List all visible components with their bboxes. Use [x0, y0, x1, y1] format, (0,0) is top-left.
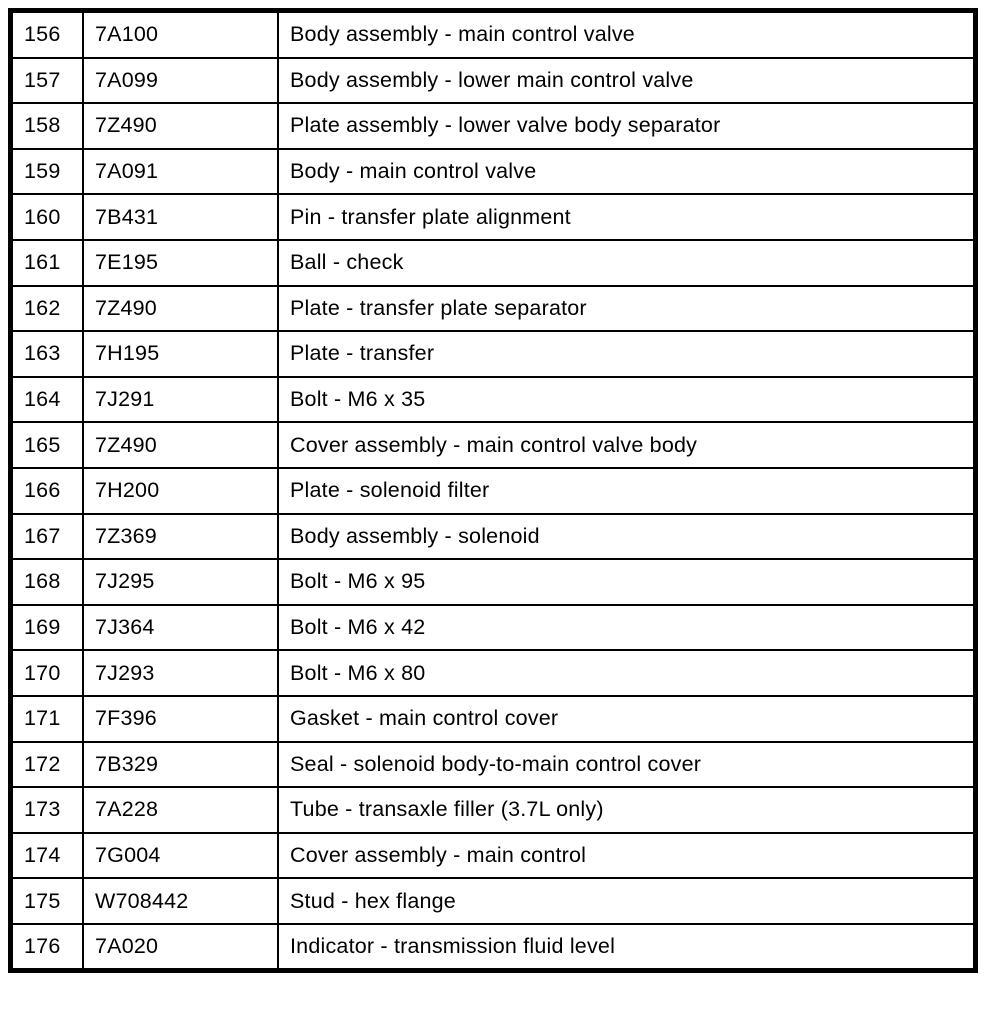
item-number-cell: 174 — [11, 833, 84, 879]
table-row — [11, 787, 976, 833]
table-row — [11, 286, 976, 332]
part-number-cell: 7H200 — [83, 468, 278, 514]
table-row — [11, 149, 976, 195]
description-cell: Seal - solenoid body-to-main control cover — [278, 742, 976, 788]
item-number-cell: 170 — [11, 650, 84, 696]
table-row — [11, 58, 976, 104]
table-row — [11, 605, 976, 651]
description-cell: Indicator - transmission fluid level — [278, 924, 976, 971]
item-number-cell: 158 — [11, 103, 84, 149]
part-number-cell: 7F396 — [83, 696, 278, 742]
table-row — [11, 559, 976, 605]
table-row — [11, 650, 976, 696]
part-number-cell: 7A228 — [83, 787, 278, 833]
description-cell: Gasket - main control cover — [278, 696, 976, 742]
part-number-cell: 7J364 — [83, 605, 278, 651]
table-row — [11, 377, 976, 423]
part-number-cell: 7B329 — [83, 742, 278, 788]
part-number-cell: 7B431 — [83, 194, 278, 240]
table-row — [11, 11, 976, 58]
description-cell: Cover assembly - main control valve body — [278, 422, 976, 468]
item-number-cell: 171 — [11, 696, 84, 742]
item-number-cell: 173 — [11, 787, 84, 833]
table-row — [11, 924, 976, 971]
part-number-cell: 7Z490 — [83, 103, 278, 149]
item-number-cell: 176 — [11, 924, 84, 971]
item-number-cell: 157 — [11, 58, 84, 104]
description-cell: Body assembly - solenoid — [278, 514, 976, 560]
part-number-cell: 7A091 — [83, 149, 278, 195]
item-number-cell: 162 — [11, 286, 84, 332]
table-row — [11, 696, 976, 742]
table-row — [11, 833, 976, 879]
item-number-cell: 169 — [11, 605, 84, 651]
table-row — [11, 103, 976, 149]
description-cell: Stud - hex flange — [278, 878, 976, 924]
item-number-cell: 163 — [11, 331, 84, 377]
description-cell: Plate - transfer plate separator — [278, 286, 976, 332]
item-number-cell: 167 — [11, 514, 84, 560]
description-cell: Bolt - M6 x 35 — [278, 377, 976, 423]
part-number-cell: 7A099 — [83, 58, 278, 104]
part-number-cell: 7Z369 — [83, 514, 278, 560]
description-cell: Bolt - M6 x 42 — [278, 605, 976, 651]
item-number-cell: 166 — [11, 468, 84, 514]
description-cell: Bolt - M6 x 80 — [278, 650, 976, 696]
description-cell: Plate - solenoid filter — [278, 468, 976, 514]
table-row — [11, 331, 976, 377]
part-number-cell: 7E195 — [83, 240, 278, 286]
description-cell: Body assembly - main control valve — [278, 11, 976, 58]
parts-list-table — [8, 8, 978, 973]
part-number-cell: 7Z490 — [83, 286, 278, 332]
table-row — [11, 742, 976, 788]
description-cell: Body - main control valve — [278, 149, 976, 195]
table-row — [11, 240, 976, 286]
description-cell: Cover assembly - main control — [278, 833, 976, 879]
description-cell: Body assembly - lower main control valve — [278, 58, 976, 104]
item-number-cell: 165 — [11, 422, 84, 468]
description-cell: Bolt - M6 x 95 — [278, 559, 976, 605]
part-number-cell: 7J291 — [83, 377, 278, 423]
item-number-cell: 172 — [11, 742, 84, 788]
item-number-cell: 160 — [11, 194, 84, 240]
item-number-cell: 156 — [11, 11, 84, 58]
description-cell: Tube - transaxle filler (3.7L only) — [278, 787, 976, 833]
part-number-cell: W708442 — [83, 878, 278, 924]
item-number-cell: 175 — [11, 878, 84, 924]
item-number-cell: 164 — [11, 377, 84, 423]
description-cell: Plate assembly - lower valve body separator — [278, 103, 976, 149]
item-number-cell: 159 — [11, 149, 84, 195]
table-row — [11, 194, 976, 240]
part-number-cell: 7J295 — [83, 559, 278, 605]
part-number-cell: 7Z490 — [83, 422, 278, 468]
parts-table-body — [11, 11, 976, 971]
part-number-cell: 7A020 — [83, 924, 278, 971]
part-number-cell: 7A100 — [83, 11, 278, 58]
part-number-cell: 7J293 — [83, 650, 278, 696]
description-cell: Ball - check — [278, 240, 976, 286]
table-row — [11, 514, 976, 560]
table-row — [11, 878, 976, 924]
item-number-cell: 161 — [11, 240, 84, 286]
part-number-cell: 7G004 — [83, 833, 278, 879]
description-cell: Plate - transfer — [278, 331, 976, 377]
description-cell: Pin - transfer plate alignment — [278, 194, 976, 240]
table-row — [11, 468, 976, 514]
item-number-cell: 168 — [11, 559, 84, 605]
part-number-cell: 7H195 — [83, 331, 278, 377]
table-row — [11, 422, 976, 468]
